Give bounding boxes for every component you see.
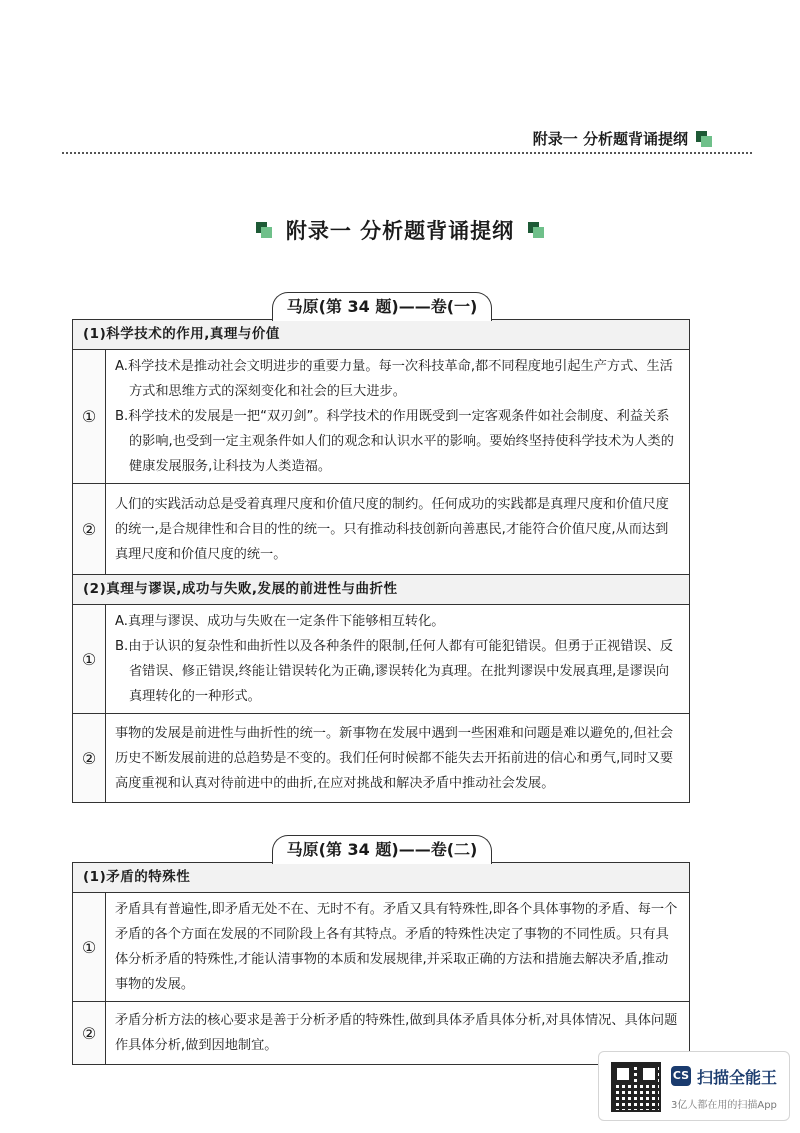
- row-number: ②: [73, 714, 106, 803]
- topic-heading: (2)真理与谬误,成功与失败,发展的前进性与曲折性: [73, 575, 690, 605]
- header-dotted-rule: [62, 152, 752, 154]
- square-bullet-icon: [696, 131, 712, 147]
- outline-table: [72, 862, 690, 1065]
- row-number: ①: [73, 893, 106, 1002]
- point-b: B.科学技术的发展是一把“双刃剑”。科学技术的作用既受到一定客观条件如社会制度、利益关系的影响,也受到一定主观条件如人们的观念和认识水平的影响。要始终坚持使科学技术为人类的健康发展服务,让科技为人类造福。: [115, 409, 674, 474]
- row-content: [106, 350, 690, 484]
- page-title: [0, 215, 800, 245]
- row-content: [106, 484, 690, 575]
- point-b: B.由于认识的复杂性和曲折性以及各种条件的限制,任何人都有可能犯错误。但勇于正视错误、反省错误、修正错误,终能让错误转化为正确,谬误转化为真理。在批判谬误中发展真理,是谬误向真理转化的一种形式。: [115, 639, 674, 704]
- row-number: ①: [73, 350, 106, 484]
- square-bullet-icon: [528, 222, 544, 238]
- square-bullet-icon: [256, 222, 272, 238]
- watermark-brand: 扫描全能王: [697, 1068, 778, 1087]
- table-row: [73, 605, 690, 714]
- topic-heading: (1)矛盾的特殊性: [73, 863, 690, 893]
- running-head-text: 附录一 分析题背诵提纲: [532, 130, 688, 148]
- qr-code-icon: [611, 1062, 661, 1112]
- paragraph: 矛盾具有普遍性,即矛盾无处不在、无时不有。矛盾又具有特殊性,即各个具体事物的矛盾、每一个矛盾的各个方面在发展的不同阶段上各有其特点。矛盾的特殊性决定了事物的不同性质。只有具体分析矛盾的特殊性,才能认清事物的本质和发展规律,并采取正确的方法和措施去解决矛盾,推动事物的发展。: [115, 902, 678, 992]
- topic-row: [73, 575, 690, 605]
- table-row: [73, 1002, 690, 1065]
- paragraph: 事物的发展是前进性与曲折性的统一。新事物在发展中遇到一些困难和问题是难以避免的,但社会历史不断发展前进的总趋势是不变的。我们任何时候都不能失去开拓前进的信心和勇气,同时又要高度重视和认真对待前进中的曲折,在应对挑战和解决矛盾中推动社会发展。: [115, 725, 674, 791]
- row-number: ①: [73, 605, 106, 714]
- outline-table: [72, 319, 690, 803]
- running-head: [533, 128, 712, 149]
- scanner-watermark: [598, 1051, 790, 1121]
- table-row: [73, 893, 690, 1002]
- section-tab: 马原(第 34 题)——卷(二): [272, 835, 492, 864]
- table-row: [73, 484, 690, 575]
- row-number: ②: [73, 484, 106, 575]
- topic-heading: (1)科学技术的作用,真理与价值: [73, 320, 690, 350]
- row-content: [106, 893, 690, 1002]
- table-row: [73, 350, 690, 484]
- topic-row: [73, 863, 690, 893]
- topic-row: [73, 320, 690, 350]
- row-number: ②: [73, 1002, 106, 1065]
- watermark-tagline: 3亿人都在用的扫描App: [671, 1100, 777, 1111]
- row-content: [106, 605, 690, 714]
- paragraph: 人们的实践活动总是受着真理尺度和价值尺度的制约。任何成功的实践都是真理尺度和价值尺度的统一,是合规律性和合目的性的统一。只有推动科技创新向善惠民,才能符合价值尺度,从而达到真理尺度和价值尺度的统一。: [115, 496, 669, 562]
- section-tab: 马原(第 34 题)——卷(一): [272, 292, 492, 321]
- paragraph: 矛盾分析方法的核心要求是善于分析矛盾的特殊性,做到具体矛盾具体分析,对具体情况、具体问题作具体分析,做到因地制宜。: [115, 1013, 678, 1053]
- cs-logo-icon: CS: [671, 1066, 691, 1086]
- point-a: A.真理与谬误、成功与失败在一定条件下能够相互转化。: [115, 614, 445, 629]
- table-row: [73, 714, 690, 803]
- row-content: [106, 714, 690, 803]
- page-title-text: 附录一 分析题背诵提纲: [285, 219, 515, 243]
- point-a: A.科学技术是推动社会文明进步的重要力量。每一次科技革命,都不同程度地引起生产方式、生活方式和思维方式的深刻变化和社会的巨大进步。: [115, 359, 673, 399]
